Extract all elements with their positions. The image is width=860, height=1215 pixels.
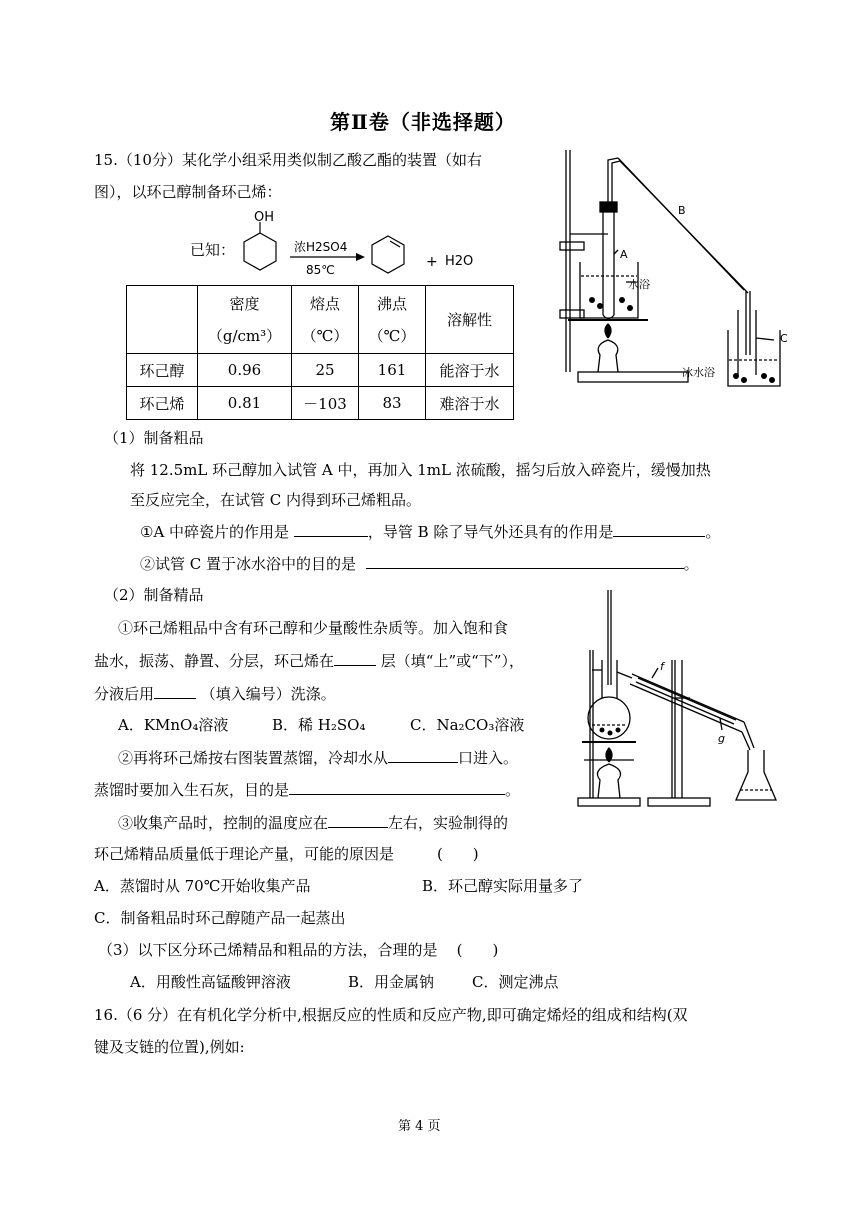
answer-blank[interactable] bbox=[334, 650, 376, 666]
label-a: A bbox=[620, 248, 628, 261]
water-formula: H2O bbox=[445, 254, 474, 269]
part3-option-a: A．用酸性高锰酸钾溶液 bbox=[130, 973, 291, 991]
answer-blank[interactable] bbox=[294, 521, 368, 537]
answer-blank[interactable] bbox=[388, 747, 458, 763]
part2-option-b: B．稀 H₂SO₄ bbox=[272, 716, 366, 734]
answer-blank[interactable] bbox=[154, 683, 196, 699]
part3-option-b: B．用金属钠 bbox=[348, 973, 435, 991]
part2-heading: （2）制备精品 bbox=[104, 586, 204, 604]
table-header-melting: 熔点 （℃） bbox=[292, 286, 359, 354]
part1-p1: 将 12.5mL 环己醇加入试管 A 中，再加入 1mL 浓硫酸，摇匀后放入碎瓷片，缓慢加热 bbox=[130, 461, 711, 479]
label-g: g bbox=[718, 732, 725, 745]
hydroxyl-group-label: OH bbox=[254, 210, 275, 225]
part2-line6: ③收集产品时，控制的温度应在 左右，实验制得的 bbox=[118, 814, 509, 832]
part2-line7: 环己烯精品质量低于理论产量，可能的原因是 ( ) bbox=[94, 845, 479, 863]
condition-top: 浓H2SO4 bbox=[294, 240, 348, 254]
label-ice-bath: 冰水浴 bbox=[682, 366, 715, 379]
plus-sign: + bbox=[426, 254, 438, 270]
label-f: f bbox=[660, 660, 664, 673]
condition-bottom: 85℃ bbox=[306, 263, 335, 277]
answer-blank[interactable] bbox=[613, 521, 705, 537]
part1-heading: （1）制备粗品 bbox=[104, 429, 204, 447]
label-water-bath: 水浴 bbox=[628, 278, 650, 291]
q15-intro-line1: 15.（10分）某化学小组采用类似制乙酸乙酯的装置（如右 bbox=[94, 151, 482, 169]
table-row: 环己醇 0.96 25 161 能溶于水 bbox=[127, 354, 514, 387]
table-header-empty bbox=[127, 286, 198, 354]
answer-blank[interactable] bbox=[328, 812, 388, 828]
part2-line3: 分液后用 （填入编号）洗涤。 bbox=[94, 685, 336, 703]
choice-a: A．蒸馏时从 70℃开始收集产品 bbox=[94, 877, 311, 895]
table-header-solubility: 溶解性 bbox=[426, 286, 514, 354]
part2-line1: ①环己烯粗品中含有环己醇和少量酸性杂质等。加入饱和食 bbox=[118, 619, 509, 637]
answer-blank[interactable] bbox=[289, 779, 505, 795]
cyclohexanol-structure bbox=[244, 233, 276, 270]
q16-line1: 16.（6 分）在有机化学分析中,根据反应的性质和反应产物,即可确定烯烃的组成和结构(双 bbox=[94, 1006, 688, 1024]
answer-bracket[interactable]: ( ) bbox=[456, 941, 499, 959]
table-row: 环己烯 0.81 －103 83 难溶于水 bbox=[127, 387, 514, 420]
part3-heading: （3）以下区分环己烯精品和粗品的方法，合理的是 ( ) bbox=[98, 941, 499, 959]
label-b: B bbox=[678, 204, 686, 217]
choice-b: B．环己醇实际用量多了 bbox=[422, 877, 584, 895]
apparatus-figure-1 bbox=[548, 150, 798, 390]
part3-option-c: C．测定沸点 bbox=[472, 973, 559, 991]
properties-table bbox=[126, 285, 514, 420]
table-header-boiling: 沸点 （℃） bbox=[359, 286, 426, 354]
choice-c: C．制备粗品时环己醇随产品一起蒸出 bbox=[94, 909, 346, 927]
page-number: 第 4 页 bbox=[398, 1119, 441, 1134]
part2-line4: ②再将环己烯按右图装置蒸馏，冷却水从 口进入。 bbox=[118, 749, 519, 767]
q16-line2: 键及支链的位置),例如: bbox=[94, 1038, 245, 1056]
distillation-figure bbox=[572, 590, 792, 815]
part2-option-c: C．Na₂CO₃溶液 bbox=[410, 716, 525, 734]
known-label: 已知： bbox=[190, 241, 236, 259]
section-title: 第Ⅱ卷（非选择题） bbox=[330, 110, 516, 134]
reaction-scheme bbox=[238, 208, 488, 283]
label-c: C bbox=[780, 332, 788, 345]
part1-p2: 至反应完全，在试管 C 内得到环己烯粗品。 bbox=[130, 491, 422, 509]
part2-line5: 蒸馏时要加入生石灰，目的是 。 bbox=[94, 781, 521, 799]
part2-option-a: A．KMnO₄溶液 bbox=[118, 716, 229, 734]
part1-q1: ①A 中碎瓷片的作用是 ，导管 B 除了导气外还具有的作用是 。 bbox=[140, 523, 721, 541]
part1-q2: ②试管 C 置于冰水浴中的目的是 。 bbox=[140, 555, 699, 573]
q15-intro-line2: 图），以环己醇制备环己烯： bbox=[94, 183, 282, 201]
answer-blank[interactable] bbox=[366, 553, 684, 569]
table-header-density: 密度 （g/cm³） bbox=[198, 286, 292, 354]
answer-bracket[interactable]: ( ) bbox=[436, 845, 479, 863]
part2-line2: 盐水，振荡、静置、分层，环己烯在 层（填“上”或“下”）， bbox=[94, 652, 524, 670]
cyclohexene-structure bbox=[372, 236, 404, 273]
